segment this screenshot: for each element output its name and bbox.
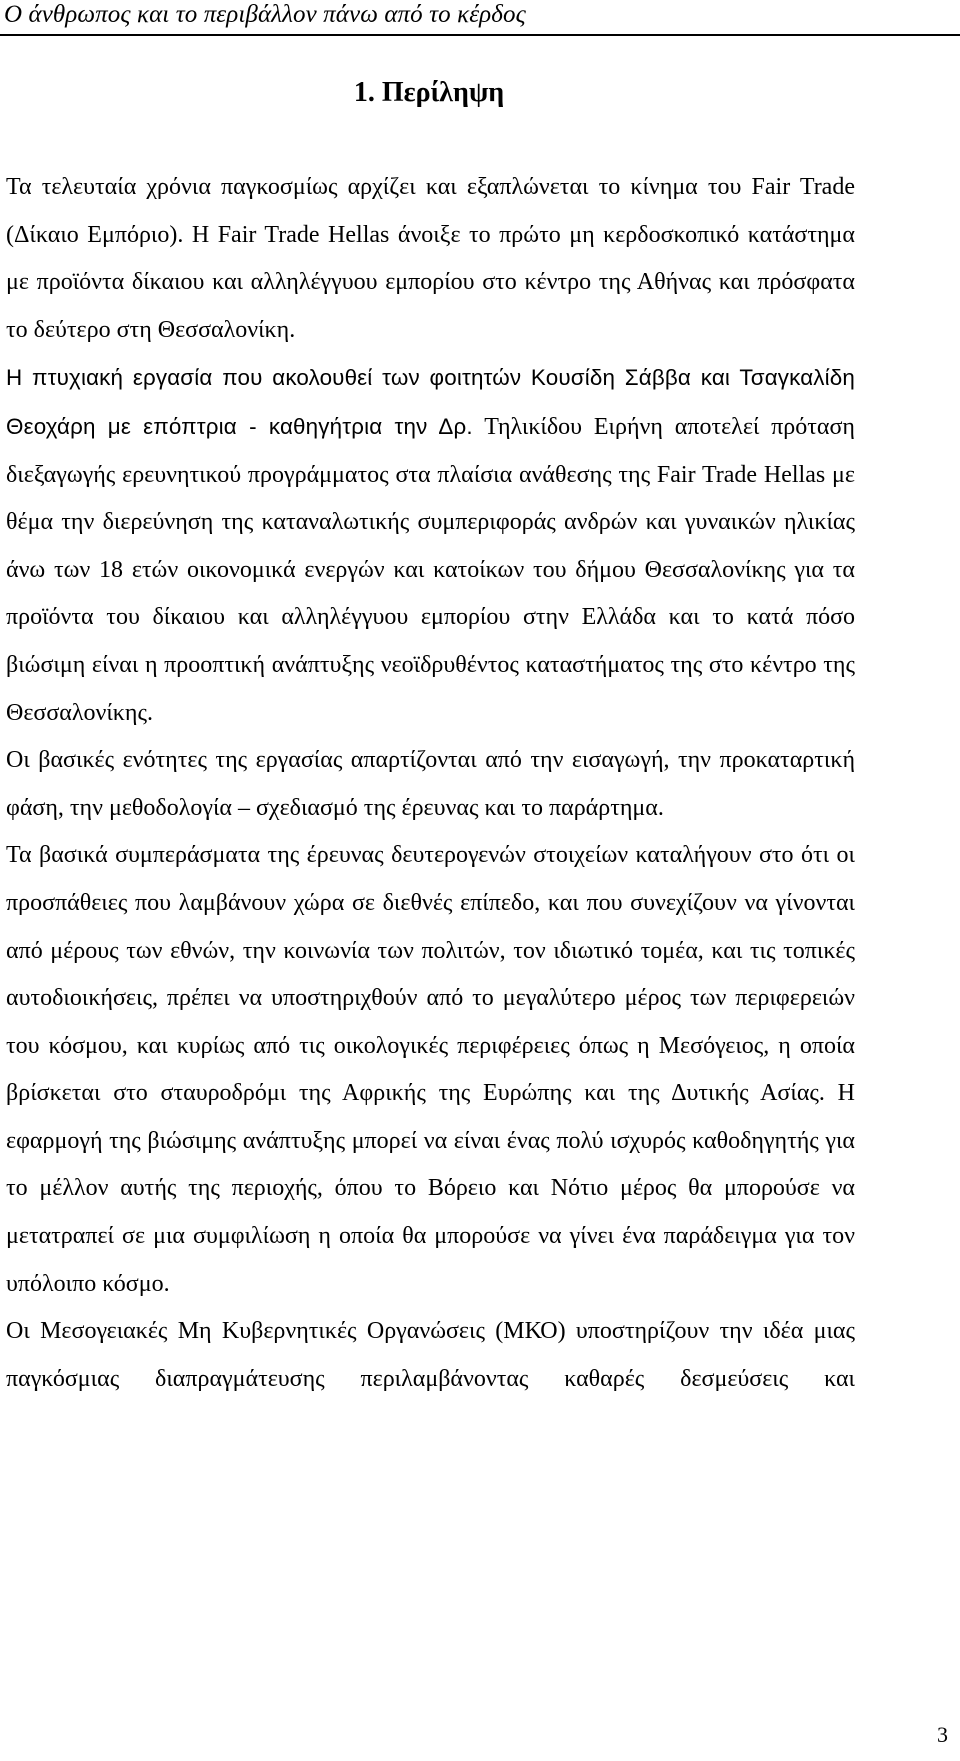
paragraph-sections: Οι βασικές ενότητες της εργασίας απαρτίζονται από την εισαγωγή, την προκαταρτική φάση, την μεθοδολογία – σχεδιασμό της έρευνας και το παράρτημα. [6,747,855,821]
body-text [6,164,855,1403]
paragraph-thesis [6,354,855,737]
paragraph-thesis-serif-part: Τηλικίδου Ειρήνη αποτελεί πρόταση διεξαγωγής ερευνητικού προγράμματος στα πλαίσια ανάθεσης της Fair Trade Hellas με θέμα την διερεύνηση της καταναλωτικής συμπεριφοράς ανδρών και γυναικών ηλικίας άνω των 18 ετών οικονομικά ενεργών και κατοίκων του δήμου Θεσσαλονίκης για τα προϊόντα του δίκαιου και αλληλέγγυου εμπορίου στην Ελλάδα και το κατά πόσο βιώσιμη είναι η προοπτική ανάπτυξης νεοϊδρυθέντος καταστήματος της στο κέντρο της Θεσσαλονίκης. [6,413,855,726]
section-title: 1. Περίληψη [353,77,505,108]
paragraph-conclusions: Τα βασικά συμπεράσματα της έρευνας δευτερογενών στοιχείων καταλήγουν στο ότι οι προσπάθειες που λαμβάνουν χώρα σε διεθνές επίπεδο, και που συνεχίζουν να γίνονται από μέρους των εθνών, την κοινωνία των πολιτών, τον ιδιωτικό τομέα, και τις τοπικές αυτοδιοικήσεις, πρέπει να υποστηριχθούν από το μεγαλύτερο μέρος των περιφερειών του κόσμου, και κυρίως από τις οικολογικές περιφέρειες όπως η Μεσόγειος, η οποία βρίσκεται στο σταυροδρόμι της Αφρικής της Ευρώπης και της Δυτικής Ασίας. Η εφαρμογή της βιώσιμης ανάπτυξης μπορεί να είναι ένας πολύ ισχυρός καθοδηγητής για το μέλλον αυτής της περιοχής, όπου το Βόρειο και Νότιο μέρος θα μπορούσε να μετατραπεί σε μια συμφιλίωση η οποία θα μπορούσε να γίνει ένα παράδειγμα για τον υπόλοιπο κόσμο. [6,842,855,1297]
paragraph-ngos: Οι Μεσογειακές Μη Κυβερνητικές Οργανώσεις (ΜΚΟ) υποστηρίζουν την ιδέα μιας παγκόσμιας διαπραγμάτευσης περιλαμβάνοντας καθαρές δεσμεύσεις και [6,1318,855,1392]
running-header: Ο άνθρωπος και το περιβάλλον πάνω από το κέρδος [4,1,526,28]
page-number: 3 [937,1722,948,1747]
header-divider [0,34,960,36]
paragraph-thesis-sans-part: Η πτυχιακή εργασία που ακολουθεί των φοιτητών Κουσίδη Σάββα και Τσαγκαλίδη Θεοχάρη με επόπτρια - καθηγήτρια την Δρ. [6,365,855,439]
paragraph-intro: Τα τελευταία χρόνια παγκοσμίως αρχίζει και εξαπλώνεται το κίνημα του Fair Trade (Δίκαιο Εμπόριο). Η Fair Trade Hellas άνοιξε το πρώτο μη κερδοσκοπικό κατάστημα με προϊόντα δίκαιου και αλληλέγγυου εμπορίου στο κέντρο της Αθήνας και πρόσφατα το δεύτερο στη Θεσσαλονίκη. [6,174,855,343]
